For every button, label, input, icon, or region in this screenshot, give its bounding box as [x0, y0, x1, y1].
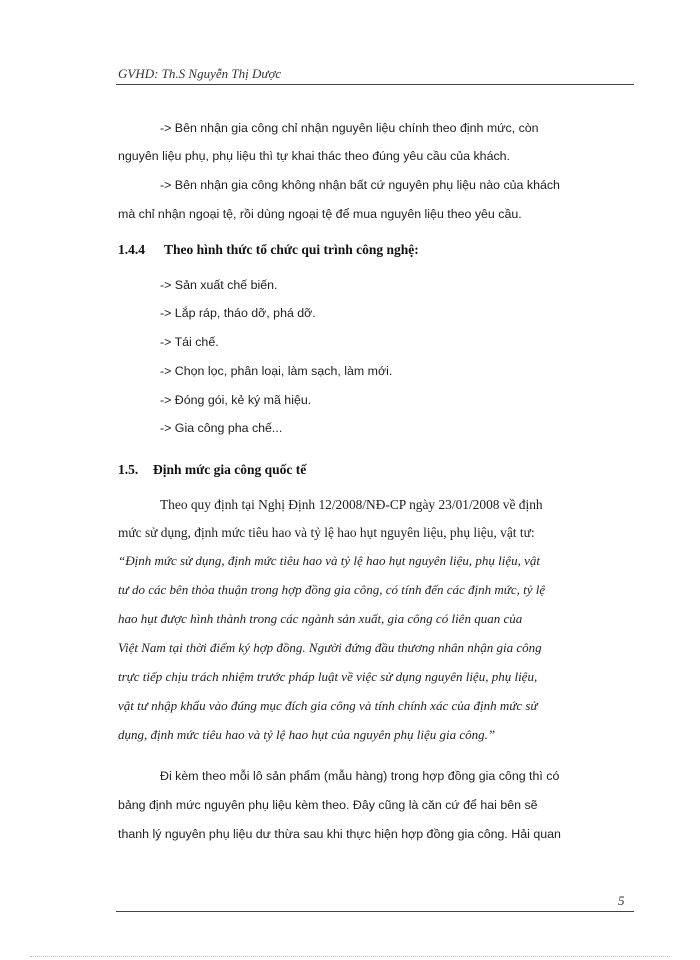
quote-line: dụng, định mức tiêu hao và tỷ lệ hao hụt của nguyên phụ liệu gia công.”: [118, 727, 496, 742]
section-title: Định mức gia công quốc tế: [153, 462, 307, 477]
quote-line: Việt Nam tại thời điểm ký hợp đồng. Người đứng đầu thương nhân nhận gia công: [118, 640, 542, 655]
body-line: mức sử dụng, định mức tiêu hao và tỷ lệ hao hụt nguyên liệu, phụ liệu, vật tư:: [118, 525, 535, 540]
body-line: Theo quy định tại Nghị Định 12/2008/NĐ-CP ngày 23/01/2008 về định: [160, 497, 543, 512]
section-number: 1.5.: [118, 462, 139, 477]
body-line: bảng định mức nguyên phụ liệu kèm theo. Đây cũng là căn cứ để hai bên sẽ: [118, 798, 538, 812]
section-heading-1-5: [118, 462, 306, 478]
body-line: -> Bên nhận gia công chỉ nhận nguyên liệu chính theo định mức, còn: [160, 121, 539, 135]
body-line: Đi kèm theo mỗi lô sản phẩm (mẫu hàng) trong hợp đồng gia công thì có: [160, 769, 560, 783]
header-rule: [116, 84, 634, 85]
body-line: thanh lý nguyên phụ liệu dư thừa sau khi thực hiện hợp đồng gia công. Hải quan: [118, 827, 561, 841]
body-line: nguyên liệu phụ, phụ liệu thì tự khai thác theo đúng yêu cầu của khách.: [118, 149, 510, 163]
section-number: 1.4.4: [118, 242, 145, 257]
quote-line: tư do các bên thỏa thuận trong hợp đồng gia công, có tính đến các định mức, tỷ lệ: [118, 582, 546, 597]
section-title: Theo hình thức tổ chức qui trình công nghệ:: [164, 242, 419, 257]
body-line: mà chỉ nhận ngoại tệ, rồi dùng ngoại tệ để mua nguyên liệu theo yêu cầu.: [118, 207, 522, 221]
section-heading-1-4-4: [118, 242, 419, 258]
footer-rule: [116, 911, 634, 912]
page-number: 5: [618, 893, 625, 908]
quote-line: vật tư nhập khẩu vào đúng mục đích gia công và tính chính xác của định mức sử: [118, 698, 538, 713]
list-item: -> Gia công pha chế...: [160, 421, 283, 435]
page-edge-divider: [30, 956, 670, 957]
list-item: -> Tái chế.: [160, 335, 219, 349]
body-line: -> Bên nhận gia công không nhận bất cứ nguyên phụ liệu nào của khách: [160, 178, 560, 192]
quote-line: “Định mức sử dụng, định mức tiêu hao và tỷ lệ hao hụt nguyên liệu, phụ liệu, vật: [118, 553, 541, 568]
list-item: -> Chọn lọc, phân loại, làm sạch, làm mới.: [160, 364, 393, 378]
list-item: -> Lắp ráp, tháo dỡ, phá dỡ.: [160, 306, 316, 320]
list-item: -> Sản xuất chế biến.: [160, 278, 278, 292]
page-header: GVHD: Th.S Nguyễn Thị Dược: [118, 66, 282, 81]
list-item: -> Đóng gói, kẻ ký mã hiệu.: [160, 393, 312, 407]
quote-line: trực tiếp chịu trách nhiệm trước pháp luật về việc sử dụng nguyên liệu, phụ liệu,: [118, 669, 538, 684]
quote-line: hao hụt được hình thành trong các ngành sản xuất, gia công có liên quan của: [118, 611, 523, 626]
